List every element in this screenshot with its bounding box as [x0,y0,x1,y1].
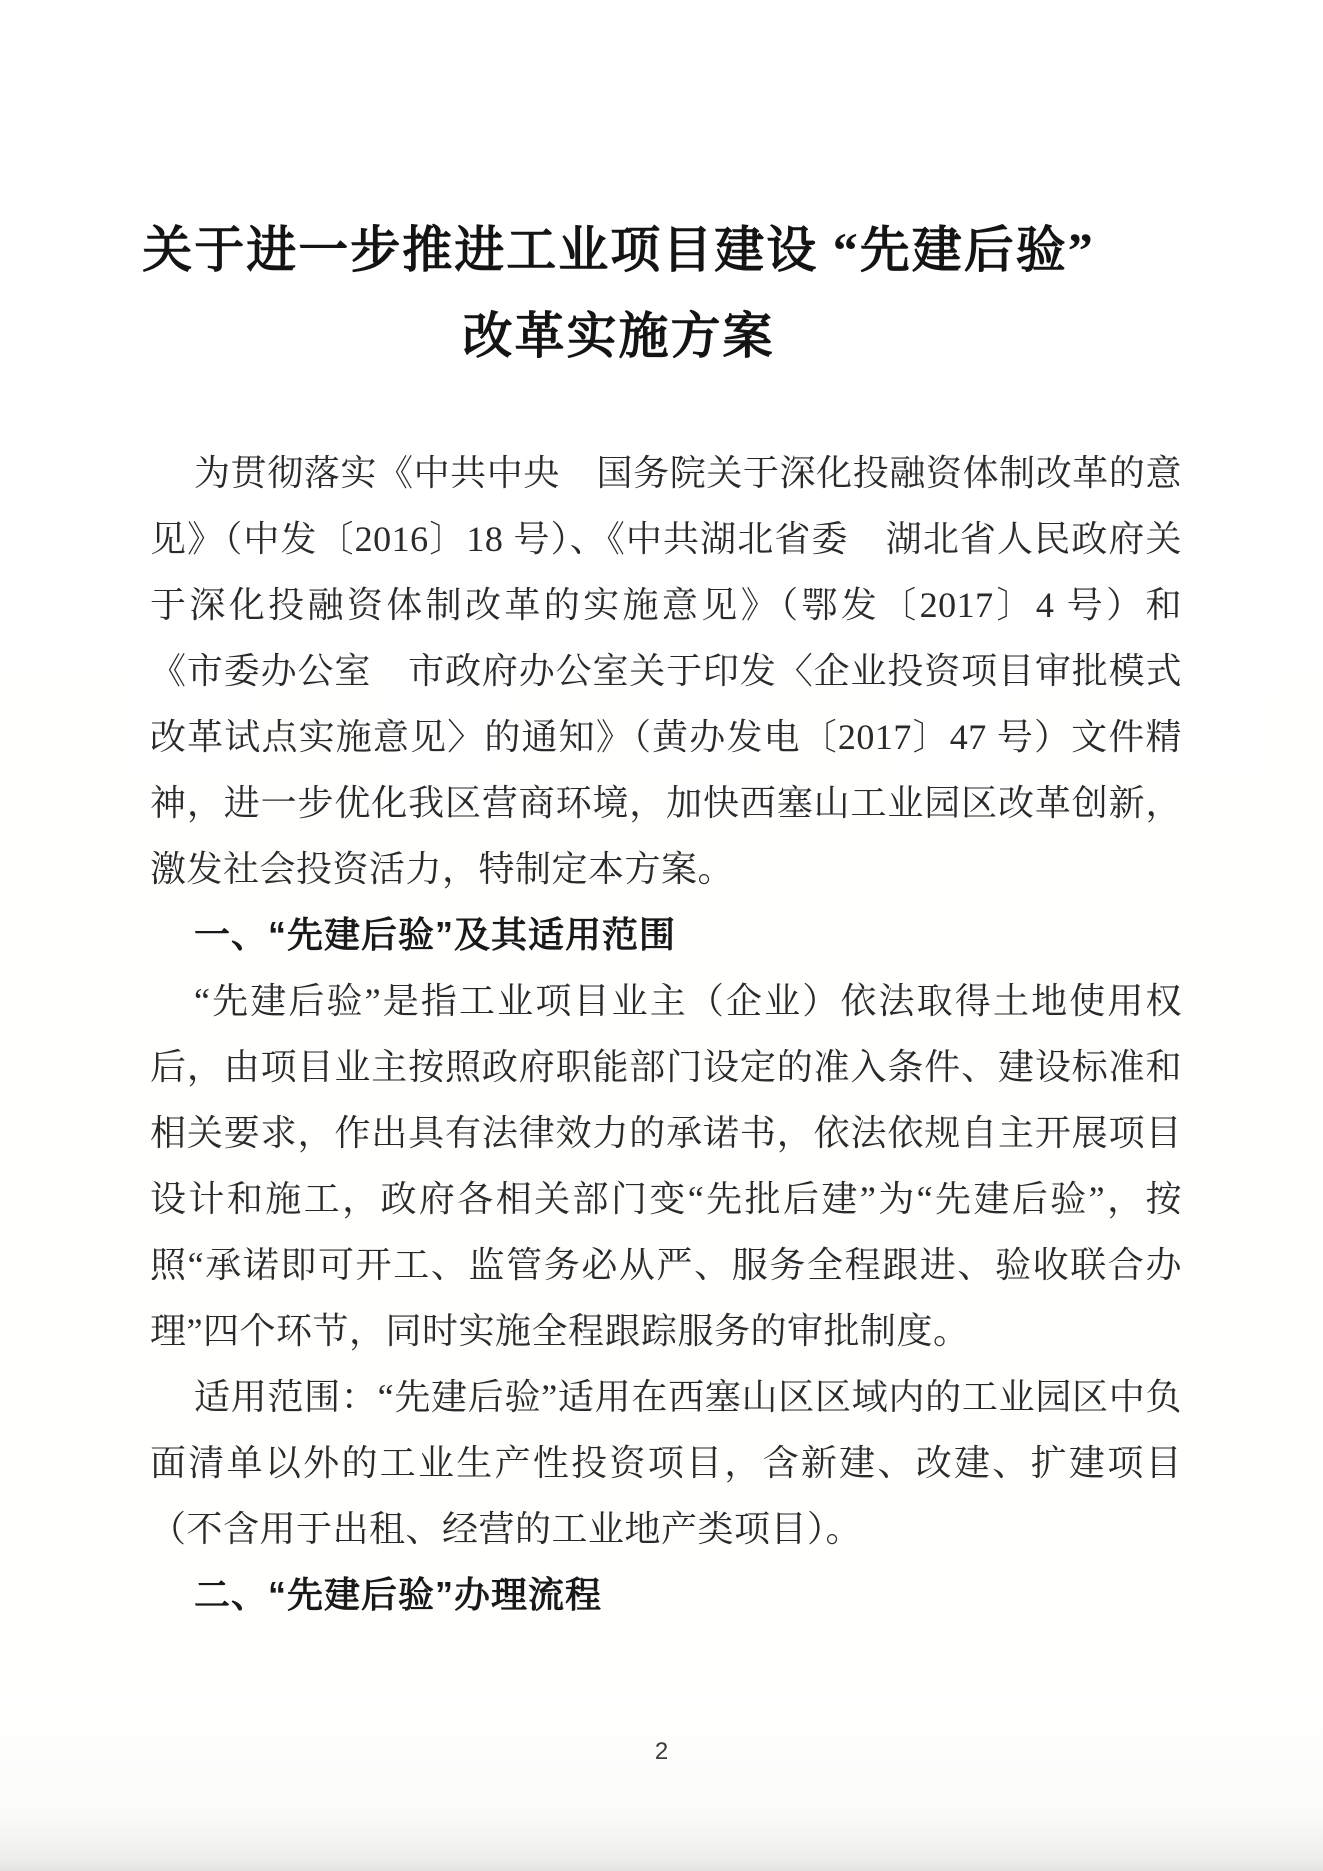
paragraph-preamble: 为贯彻落实《中共中央 国务院关于深化投融资体制改革的意见》（中发〔2016〕18 号）、《中共湖北省委 湖北省人民政府关于深化投融资体制改革的实施意见》（鄂发〔2017〕4 号）和《市委办公室 市政府办公室关于印发〈企业投资项目审批模式改革试点实施意见〉的通知》（黄办发电〔2017〕47 号）文件精神，进一步优化我区营商环境，加快西塞山工业园区改革创新，激发社会投资活力，特制定本方案。 [150,453,1182,889]
section-heading-2: 二、“先建后验”办理流程 [194,1574,603,1615]
document-body [150,440,1182,1628]
page-number: 2 [654,1738,669,1765]
paragraph-scope: 适用范围：“先建后验”适用在西塞山区区域内的工业园区中负面清单以外的工业生产性投资项目，含新建、改建、扩建项目（不含用于出租、经营的工业地产类项目）。 [150,1377,1182,1549]
document-title [62,207,1175,379]
title-line-2: 改革实施方案 [462,308,775,364]
paragraph-definition: “先建后验”是指工业项目业主（企业）依法取得土地使用权后，由项目业主按照政府职能部门设定的准入条件、建设标准和相关要求，作出具有法律效力的承诺书，依法依规自主开展项目设计和施工，政府各相关部门变“先批后建”为“先建后验”，按照“承诺即可开工、监管务必从严、服务全程跟进、验收联合办理”四个环节，同时实施全程跟踪服务的审批制度。 [150,981,1182,1351]
title-line-1: 关于进一步推进工业项目建设 “先建后验” [142,222,1095,278]
section-heading-1: 一、“先建后验”及其适用范围 [194,914,677,955]
